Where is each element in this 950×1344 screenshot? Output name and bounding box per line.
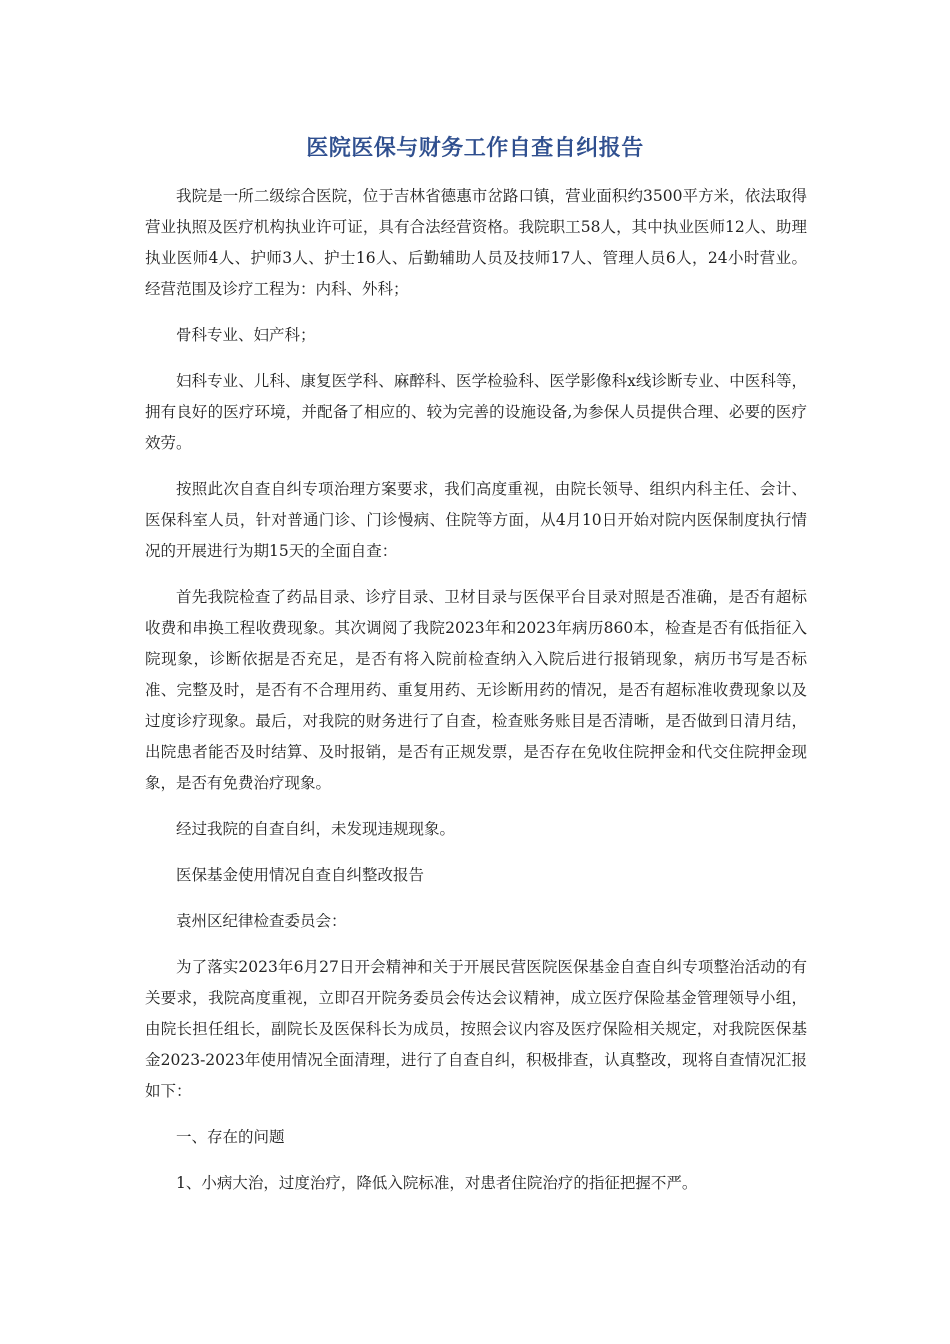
document-body (145, 181, 807, 1199)
section-heading-rectification-report: 医保基金使用情况自查自纠整改报告 (176, 866, 425, 884)
paragraph-departments-1: 骨科专业、妇产科； (176, 326, 316, 344)
document-title: 医院医保与财务工作自查自纠报告 (306, 136, 644, 161)
section-heading-problems: 一、存在的问题 (176, 1128, 285, 1146)
paragraph-addressee: 袁州区纪律检查委员会： (176, 912, 347, 930)
list-item-problem-1: 1、小病大治，过度治疗，降低入院标准，对患者住院治疗的指征把握不严。 (176, 1174, 698, 1192)
paragraph-departments-2: 妇科专业、儿科、康复医学科、麻醉科、医学检验科、医学影像科x线诊断专业、中医科等，拥有良好的医疗环境，并配备了相应的、较为完善的设施设备,为参保人员提供合理、必要的医疗效劳。 (145, 372, 807, 452)
paragraph-inspection-details: 首先我院检查了药品目录、诊疗目录、卫材目录与医保平台目录对照是否准确，是否有超标收费和串换工程收费现象。其次调阅了我院2023年和2023年病历860本，检查是否有低指征入院现象，诊断依据是否充足，是否有将入院前检查纳入入院后进行报销现象，病历书写是否标准、完整及时，是否有不合理用药、重复用药、无诊断用药的情况，是否有超标准收费现象以及过度诊疗现象。最后，对我院的财务进行了自查，检查账务账目是否清晰，是否做到日清月结，出院患者能否及时结算、及时报销，是否有正规发票，是否存在免收住院押金和代交住院押金现象，是否有免费治疗现象。 (145, 588, 807, 792)
paragraph-self-check-plan: 按照此次自查自纠专项治理方案要求，我们高度重视，由院长领导、组织内科主任、会计、医保科室人员，针对普通门诊、门诊慢病、住院等方面，从4月10日开始对院内医保制度执行情况的开展进行为期15天的全面自查： (145, 480, 807, 560)
paragraph-conclusion: 经过我院的自查自纠，未发现违规现象。 (176, 820, 456, 838)
paragraph-implementation: 为了落实2023年6月27日开会精神和关于开展民营医院医保基金自查自纠专项整治活动的有关要求，我院高度重视，立即召开院务委员会传达会议精神，成立医疗保险基金管理领导小组，由院长担任组长，副院长及医保科长为成员，按照会议内容及医疗保险相关规定，对我院医保基金2023-2023年使用情况全面清理，进行了自查自纠，积极排查，认真整改，现将自查情况汇报如下： (145, 958, 807, 1100)
paragraph-hospital-overview: 我院是一所二级综合医院，位于吉林省德惠市岔路口镇，营业面积约3500平方米，依法取得营业执照及医疗机构执业许可证，具有合法经营资格。我院职工58人，其中执业医师12人、助理执业医师4人、护师3人、护士16人、后勤辅助人员及技师17人、管理人员6人，24小时营业。经营范围及诊疗工程为：内科、外科； (145, 187, 807, 298)
